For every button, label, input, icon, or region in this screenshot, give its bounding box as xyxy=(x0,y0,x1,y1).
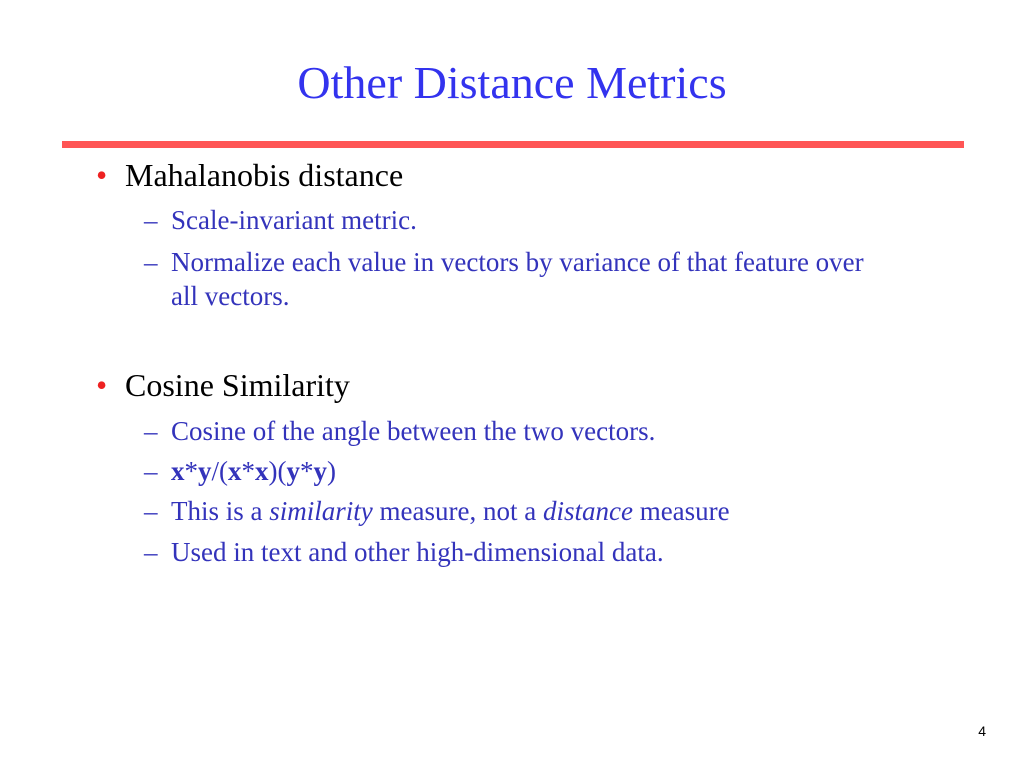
slide-title: Other Distance Metrics xyxy=(297,57,727,108)
formula-op: * xyxy=(241,456,255,486)
sub-item-text: Cosine of the angle between the two vectors. xyxy=(171,416,656,446)
bullet-marker: • xyxy=(96,367,108,403)
page-number: 4 xyxy=(978,723,986,739)
formula-y: y xyxy=(198,456,212,486)
sub-item-text: Normalize each value in vectors by variance of that feature over all vectors. xyxy=(171,247,864,311)
formula-paren: )( xyxy=(268,456,287,486)
dash-marker: – xyxy=(144,537,158,567)
bullet-marker: • xyxy=(96,157,108,193)
sub-item-text: Scale-invariant metric. xyxy=(171,205,417,235)
sub-item-text: Used in text and other high-dimensional data. xyxy=(171,537,664,567)
emphasis-distance: distance xyxy=(542,496,633,526)
dash-marker: – xyxy=(144,456,158,486)
formula-y: y xyxy=(313,456,327,486)
bullet-label: Mahalanobis distance xyxy=(125,157,404,193)
text-part: measure xyxy=(632,496,730,526)
formula-close: ) xyxy=(326,456,336,486)
formula-slash: /( xyxy=(211,456,228,486)
text-part: measure, not a xyxy=(372,496,543,526)
text-part: This is a xyxy=(171,496,270,526)
dash-marker: – xyxy=(144,205,158,235)
emphasis-similarity: similarity xyxy=(269,496,373,526)
dash-marker: – xyxy=(144,416,158,446)
formula-y: y xyxy=(286,456,300,486)
formula-op: * xyxy=(184,456,198,486)
formula-x: x xyxy=(228,456,242,486)
formula-x: x xyxy=(171,456,185,486)
dash-marker: – xyxy=(144,496,158,526)
title-divider xyxy=(62,141,964,148)
dash-marker: – xyxy=(144,247,158,277)
formula-op: * xyxy=(299,456,314,486)
cosine-formula xyxy=(171,454,891,488)
sub-item-text xyxy=(171,494,891,528)
formula-x: x xyxy=(255,456,269,486)
bullet-label: Cosine Similarity xyxy=(125,367,350,403)
